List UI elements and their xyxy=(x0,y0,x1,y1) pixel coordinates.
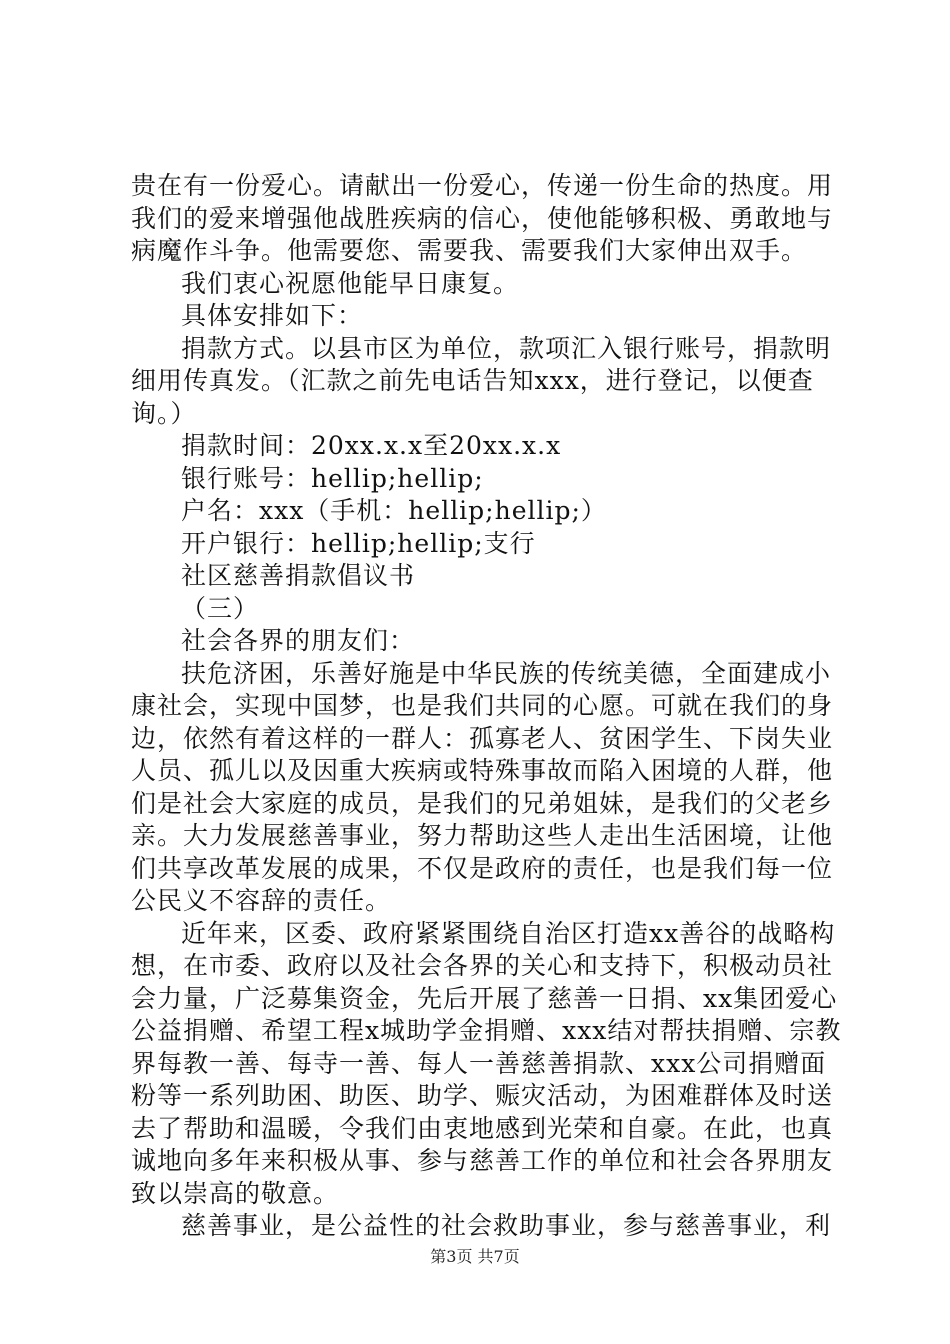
text-line: （三） xyxy=(181,593,260,623)
text-line: 细用传真发。（汇款之前先电话告知xxx，进行登记，以便查 xyxy=(131,366,814,395)
text-line: 具体安排如下： xyxy=(181,301,364,330)
text-line: 会力量，广泛募集资金，先后开展了慈善一日捐、xx集团爱心 xyxy=(131,983,838,1013)
text-line: 康社会，实现中国梦，也是我们共同的心愿。可就在我们的身 xyxy=(131,691,834,720)
document-body xyxy=(131,170,842,1243)
text-line: 公益捐赠、希望工程x城助学金捐赠、xxx结对帮扶捐赠、宗教 xyxy=(131,1016,842,1045)
text-line: 近年来，区委、政府紧紧围绕自治区打造xx善谷的战略构 xyxy=(181,918,836,948)
text-line: 想，在市委、政府以及社会各界的关心和支持下，积极动员社 xyxy=(131,951,834,980)
text-line: 我们的爱来增强他战胜疾病的信心，使他能够积极、勇敢地与 xyxy=(131,203,834,233)
text-line: 捐款方式。以县市区为单位，款项汇入银行账号，捐款明 xyxy=(181,333,832,363)
text-line: 我们衷心祝愿他能早日康复。 xyxy=(181,268,520,298)
text-line: 界每教一善、每寺一善、每人一善慈善捐款、xxx公司捐赠面 xyxy=(131,1048,827,1078)
text-line: 捐款时间：20xx.x.x至20xx.x.x xyxy=(181,431,562,460)
text-line: 人员、孤儿以及因重大疾病或特殊事故而陷入困境的人群，他 xyxy=(131,756,834,785)
text-line: 公民义不容辞的责任。 xyxy=(131,886,392,915)
text-line: 扶危济困，乐善好施是中华民族的传统美德，全面建成小 xyxy=(181,658,832,688)
text-line: 们共享改革发展的成果，不仅是政府的责任，也是我们每一位 xyxy=(131,853,834,883)
text-line: 社会各界的朋友们： xyxy=(181,626,416,655)
text-line: 亲。大力发展慈善事业，努力帮助这些人走出生活困境，让他 xyxy=(131,821,834,850)
text-line: 们是社会大家庭的成员，是我们的兄弟姐妹，是我们的父老乡 xyxy=(131,788,834,818)
text-line: 边，依然有着这样的一群人：孤寡老人、贫困学生、下岗失业 xyxy=(131,723,834,753)
text-line: 开户银行：hellip;hellip;支行 xyxy=(181,528,536,558)
text-line: 诚地向多年来积极从事、参与慈善工作的单位和社会各界朋友 xyxy=(131,1146,834,1175)
text-line: 粉等一系列助困、助医、助学、赈灾活动，为困难群体及时送 xyxy=(131,1081,834,1110)
text-line: 银行账号：hellip;hellip; xyxy=(181,463,484,493)
text-line: 户名：xxx（手机：hellip;hellip;） xyxy=(181,496,607,525)
text-line: 慈善事业，是公益性的社会救助事业，参与慈善事业，利 xyxy=(181,1211,832,1240)
page-number: 第3页 共7页 xyxy=(430,1247,520,1266)
text-line: 社区慈善捐款倡议书 xyxy=(181,561,416,590)
text-line: 贵在有一份爱心。请献出一份爱心，传递一份生命的热度。用 xyxy=(131,171,834,200)
text-line: 去了帮助和温暖，令我们由衷地感到光荣和自豪。在此，也真 xyxy=(131,1113,834,1143)
page-footer xyxy=(0,1244,950,1267)
text-line: 病魔作斗争。他需要您、需要我、需要我们大家伸出双手。 xyxy=(131,236,808,265)
text-line: 致以崇高的敬意。 xyxy=(131,1178,340,1208)
text-line: 询。） xyxy=(131,398,197,428)
